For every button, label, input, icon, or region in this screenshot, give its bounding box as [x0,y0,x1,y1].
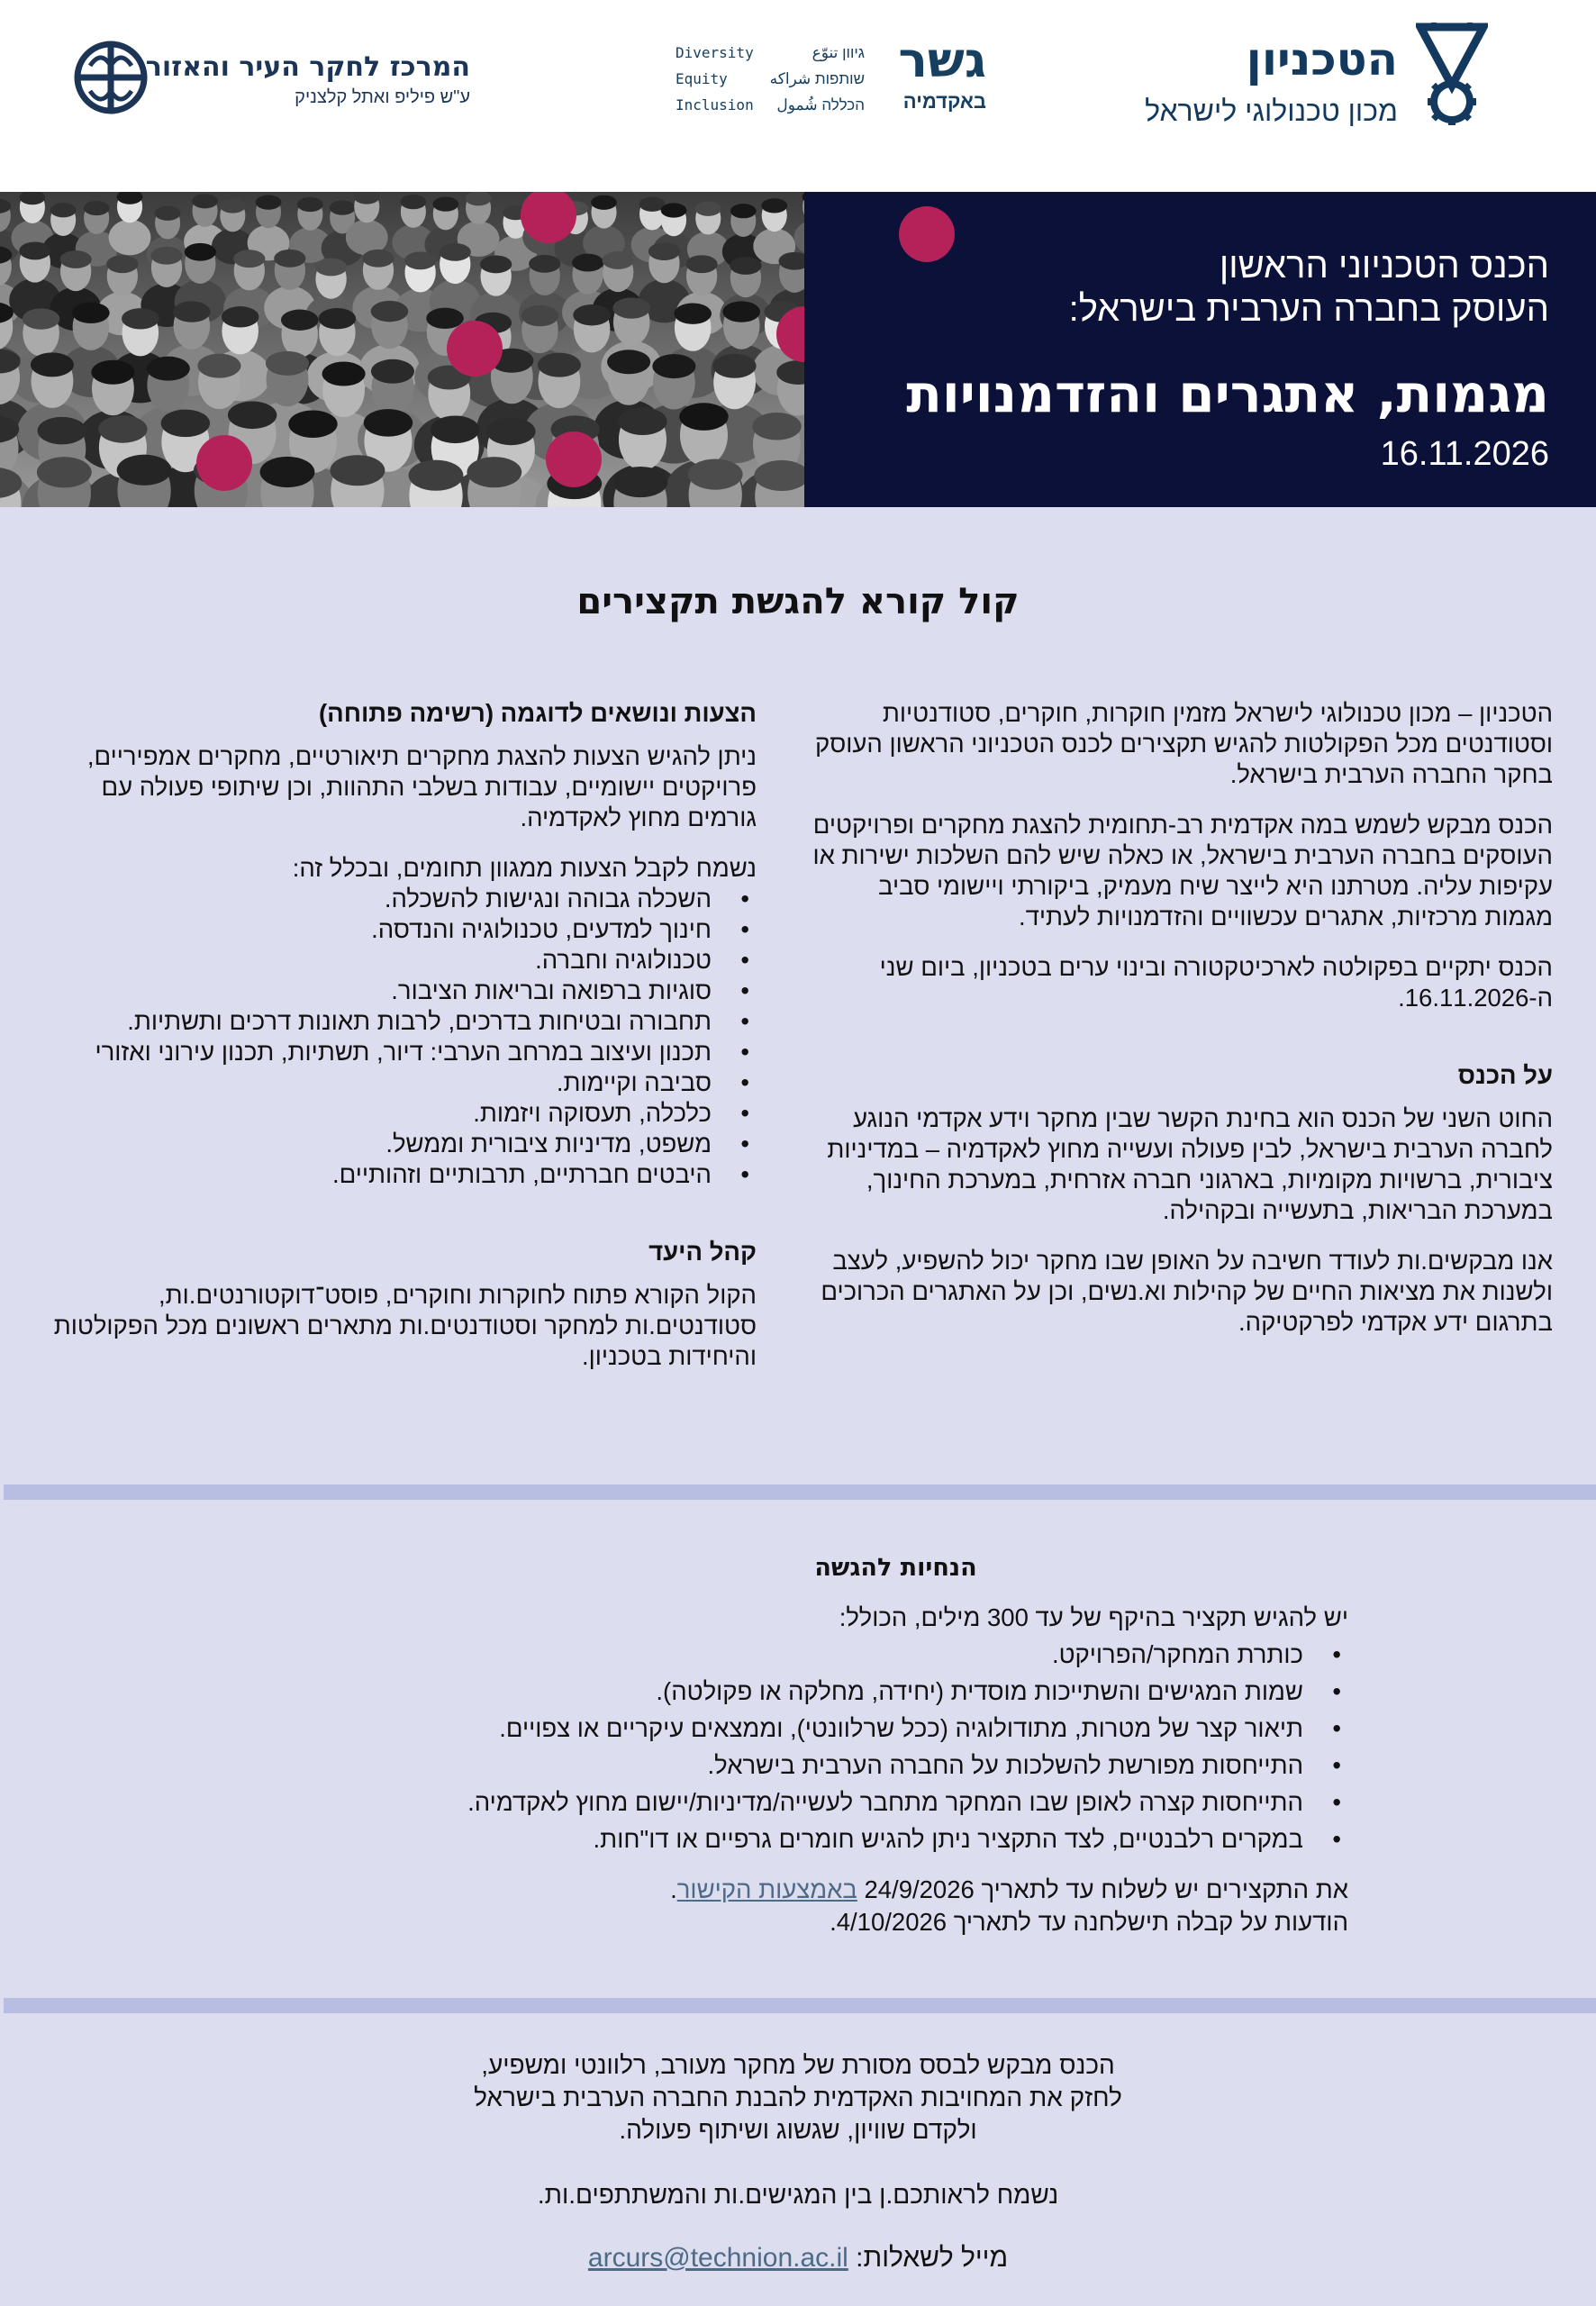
list-item: • טכנולוגיה וחברה. [36,945,757,976]
submission-link[interactable]: באמצעות הקישור [676,1875,857,1903]
urban-center-title: המרכז לחקר העיר והאזור [145,51,470,83]
topics-column [36,698,757,1392]
gesher-value-he: שותפות شراكه [769,70,865,87]
urban-center-mark-icon [74,41,148,114]
closing-line: ולקדם שוויון, שגשוג ושיתוף פעולה. [619,2116,977,2144]
decor-dot [196,435,252,491]
gesher-value-en: Diversity [676,44,754,61]
topics-list [36,884,757,1190]
hero-banner [0,192,1596,507]
section-divider [4,1484,1596,1500]
about-heading: על הכנס [1457,1061,1553,1089]
technion-logo [1002,23,1488,140]
decor-dot [447,321,503,377]
urban-center-subtitle: ע"ש פיליפ ואתל קלצניק [295,87,470,107]
intro-column [805,698,1553,1357]
technion-name: הטכניון [1246,33,1398,86]
hero-text-panel [804,192,1596,507]
topics-paragraph: ניתן להגיש הצעות להצגת מחקרים תיאורטיים, מחקרים אמפיריים, פרויקטים יישומיים, עבודות בשלבי התהוות, וכן שיתופי פעולה עם גורמים מחוץ לאקדמיה. [86,742,757,831]
venue-paragraph: הכנס יתקיים בפקולטה לארכיטקטורה ובינוי ערים בטכניון, ביום שני ה-16.11.2026. [879,953,1553,1012]
hero-date: 16.11.2026 [1380,435,1549,473]
gesher-value-he: הכללה شُمول [776,96,865,113]
crowd-photo-image [0,192,804,507]
audience-paragraph: הקול הקורא פתוח לחוקרות וחוקרים, פוסט־דוקטורנטים.ות, סטודנטים.ות למחקר וסטודנטים.ות מתארים ראשונים מכל הפקולטות והיחידות בטכניון. [53,1281,757,1370]
deadline-end: . [670,1875,677,1903]
gesher-word: גשר [898,32,986,88]
list-item: • שמות המגישים והשתייכות מוסדית (יחידה, מחלקה או פקולטה). [177,1673,1348,1710]
gesher-values [676,40,865,118]
hero-line-2: העוסק בחברה הערבית בישראל: [1068,289,1549,329]
crowd-photo [0,192,804,507]
logo-bar [0,0,1596,192]
contact-email-link[interactable]: arcurs@technion.ac.il [587,2243,848,2273]
contact-line [0,2243,1596,2274]
list-item: • כלכלה, תעסוקה ויזמות. [36,1098,757,1129]
guidelines-list [177,1636,1348,1857]
closing-section [0,2049,1596,2244]
list-item: • תכנון ועיצוב במרחב הערבי: דיור, תשתיות, תכנון עירוני ואזורי [36,1037,757,1067]
contact-label: מייל לשאלות: [856,2243,1009,2273]
list-item: • השכלה גבוהה ונגישות להשכלה. [36,884,757,914]
list-item: • חינוך למדעים, טכנולוגיה והנדסה. [36,914,757,945]
list-item: • משפט, מדיניות ציבורית וממשל. [36,1129,757,1159]
gesher-sub: באקדמיה [902,90,986,113]
deadline-text: את התקצירים יש לשלוח עד לתאריך 24/9/2026 [864,1875,1348,1903]
list-item: • התייחסות מפורשת להשלכות על החברה הערבית בישראל. [177,1747,1348,1784]
decor-dot [899,206,955,262]
topics-intro: נשמח לקבל הצעות ממגוון תחומים, ובכלל זה: [292,854,757,882]
technion-subtitle: מכון טכנולוגי לישראל [1145,95,1398,127]
technion-emblem-icon [1416,23,1488,126]
guidelines-section [177,1549,1348,1938]
list-item: • תחבורה ובטיחות בדרכים, לרבות תאונות דרכים ותשתיות. [36,1006,757,1037]
section-divider [4,1998,1596,2013]
list-item: • כותרת המחקר/הפרויקט. [177,1636,1348,1673]
audience-heading: קהל היעד [648,1238,757,1266]
notice-line: הודעות על קבלה תישלחנה עד לתאריך 4/10/2026. [830,1908,1348,1936]
list-item: • היבטים חברתיים, תרבותיים וזהותיים. [36,1159,757,1190]
gesher-value-en: Inclusion [676,96,754,113]
intro-paragraph: הכנס מבקש לשמש במה אקדמית רב-תחומית להצגת מחקרים ופרויקטים העוסקים בחברה הערבית בישראל, או כאלה שיש להם השלכות ישירות או עקיפות עליה. מטרתנו היא לייצר שיח מעמיק, ביקורתי ויישומי סביב מגמות מרכזיות, אתגרים עכשוויים והזדמנויות לעתיד. [812,811,1553,931]
list-item: • במקרים רלבנטיים, לצד התקציר ניתן להגיש חומרים גרפיים או דו"חות. [177,1820,1348,1857]
gesher-value-en: Equity [676,70,728,87]
guidelines-heading: הנחיות להגשה [814,1554,977,1582]
list-item: • התייחסות קצרה לאופן שבו המחקר מתחבר לעשייה/מדיניות/יישום מחוץ לאקדמיה. [177,1784,1348,1820]
about-paragraph: אנו מבקשים.ות לעודד חשיבה על האופן שבו מחקר יכול להשפיע, לעצב ולשנות את מציאות החיים של קהילות וא.נשים, וכן על האתגרים הכרוכים בתרגום ידע אקדמי לפרקטיקה. [821,1247,1553,1336]
hero-title: מגמות, אתגרים והזדמנויות [906,363,1549,424]
gesher-logo [676,32,986,126]
intro-paragraph: הטכניון – מכון טכנולוגי לישראל מזמין חוקרות, חוקרים, סטודנטיות וסטודנטים מכל הפקולטות להגיש תקצירים לכנס הטכניוני הראשון העוסק בחקר החברה הערבית בישראל. [814,699,1553,788]
list-item: • תיאור קצר של מטרות, מתודולוגיה (ככל שרלוונטי), וממצאים עיקריים או צפויים. [177,1710,1348,1747]
deadline-line [177,1874,1348,1906]
topics-heading: הצעות ונושאים לדוגמה (רשימה פתוחה) [319,699,757,727]
closing-line: לחזק את המחויבות האקדמית להבנת החברה הערבית בישראל [474,2084,1122,2111]
list-item: • סוגיות ברפואה ובריאות הציבור. [36,976,757,1006]
page-title: קול קורא להגשת תקצירים [576,581,1020,622]
decor-dot [546,431,602,487]
urban-center-logo [74,41,470,122]
closing-statement [0,2049,1596,2147]
guidelines-intro: יש להגיש תקציר בהיקף של עד 300 מילים, הכולל: [839,1603,1348,1631]
gesher-value-he: גיוון تنوّع [812,44,865,61]
closing-invite: נשמח לראותכם.ן בין המגישים.ות והמשתתפים.ות. [537,2181,1059,2209]
closing-line: הכנס מבקש לבסס מסורת של מחקר מעורב, רלוונטי ומשפיע, [481,2051,1115,2079]
list-item: • סביבה וקיימות. [36,1067,757,1098]
hero-line-1: הכנס הטכניוני הראשון [1219,246,1549,286]
about-paragraph: החוט השני של הכנס הוא בחינת הקשר שבין מחקר וידע אקדמי הנוגע לחברה הערבית בישראל, לבין פעולה ועשייה מחוץ לאקדמיה – במדיניות ציבורית, ברשויות מקומיות, בארגוני חברה אזרחית, במערכת החינוך, במערכת הבריאות, בתעשייה ובקהילה. [827,1104,1553,1224]
